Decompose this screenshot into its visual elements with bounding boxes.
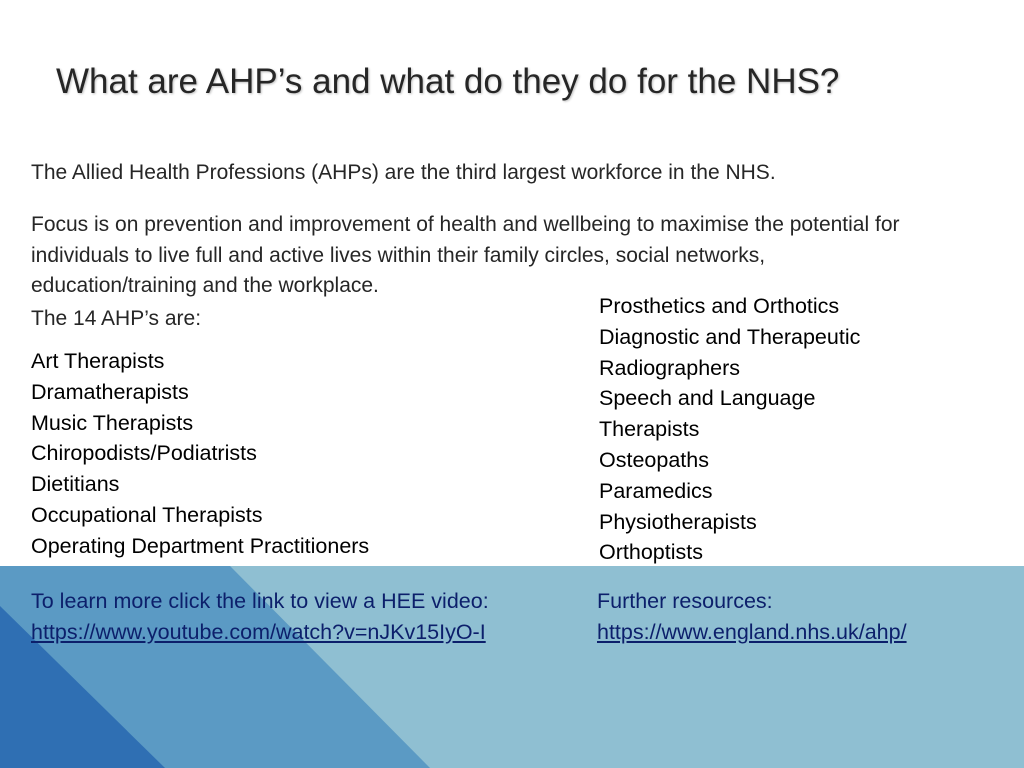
list-item: Occupational Therapists	[31, 502, 263, 527]
professions-list-left	[31, 346, 369, 562]
list-item: Dramatherapists	[31, 379, 189, 404]
learn-more-block	[31, 586, 531, 648]
list-item: Paramedics	[599, 478, 713, 503]
list-item: Physiotherapists	[599, 509, 757, 534]
list-item: Art Therapists	[31, 349, 165, 373]
list-item: Prosthetics and Orthotics	[599, 294, 840, 318]
nhs-ahp-link[interactable]: https://www.england.nhs.uk/ahp/	[597, 619, 907, 644]
list-item: Diagnostic and Therapeutic	[599, 324, 861, 349]
hee-video-link[interactable]: https://www.youtube.com/watch?v=nJKv15IyO-I	[31, 619, 486, 644]
further-resources-label: Further resources:	[597, 589, 773, 613]
professions-list-right	[599, 291, 860, 568]
list-item: Music Therapists	[31, 410, 194, 435]
list-item: Dietitians	[31, 472, 120, 497]
learn-more-text: To learn more click the link to view a HEE video:	[31, 589, 489, 613]
intro-text: The Allied Health Professions (AHPs) are the third largest workforce in the NHS.	[31, 161, 776, 184]
focus-text: Focus is on prevention and improvement of health and wellbeing to maximise the potential for individuals to live full and active lives within their family circles, social networks, education/training and the workplace.	[31, 213, 900, 297]
list-item: Therapists	[599, 417, 700, 442]
list-item: Speech and Language	[599, 386, 816, 411]
slide-title: What are AHP’s and what do they do for the NHS?	[56, 62, 840, 101]
list-item: Osteopaths	[599, 447, 709, 472]
further-resources-block	[597, 586, 997, 648]
list-item: Orthoptists	[599, 540, 703, 565]
list-item: Chiropodists/Podiatrists	[31, 441, 257, 466]
count-line: The 14 AHP’s are:	[31, 307, 202, 330]
list-item: Operating Department Practitioners	[31, 533, 370, 558]
list-item: Radiographers	[599, 355, 741, 380]
